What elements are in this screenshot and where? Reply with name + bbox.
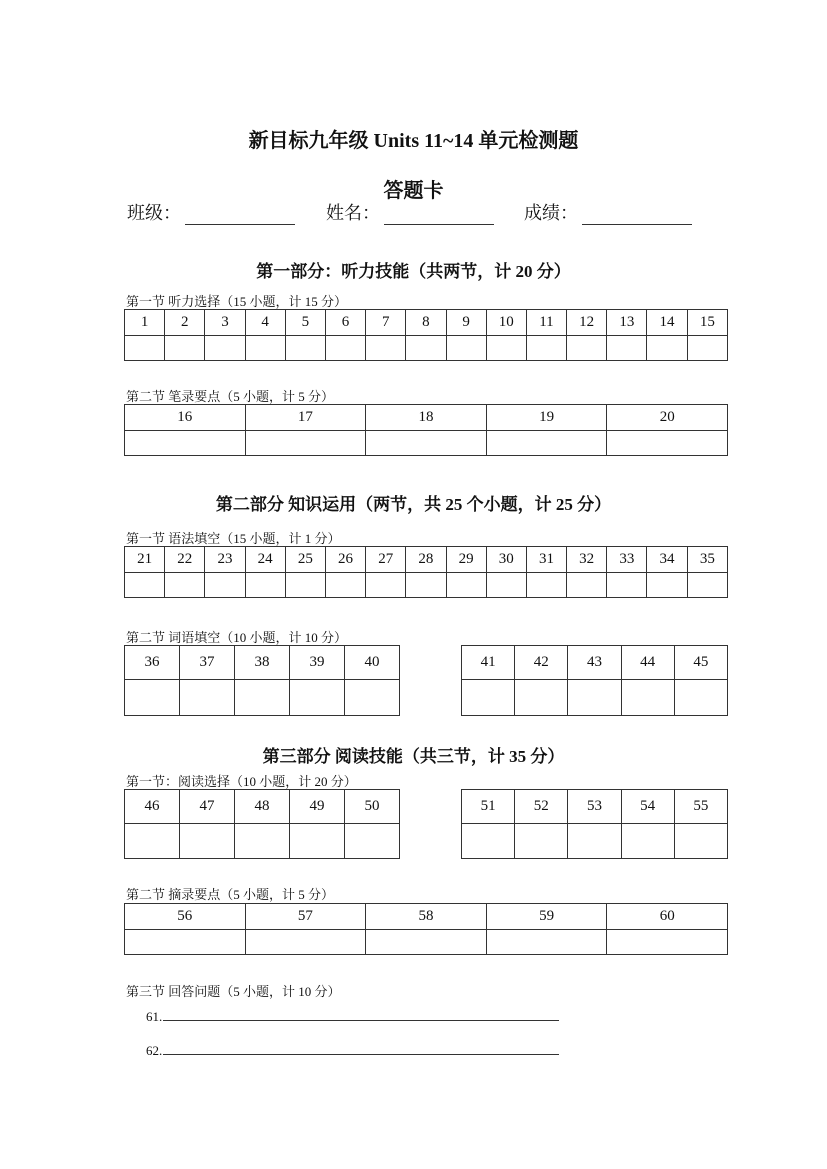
answer-cell[interactable] <box>366 431 487 456</box>
question-number-cell: 44 <box>621 646 674 680</box>
answer-cell[interactable] <box>235 824 290 859</box>
question-number-cell: 48 <box>235 790 290 824</box>
part2-sec1-label: 第一节 语法填空（15 小题，计 1 分） <box>126 531 341 546</box>
answer-cell[interactable] <box>568 680 621 716</box>
question-number-cell: 36 <box>125 646 180 680</box>
question-number-cell: 1 <box>125 310 165 336</box>
part2-sec1-grid <box>124 546 728 598</box>
question-number-cell: 42 <box>515 646 568 680</box>
question-number: 61. <box>146 1009 163 1024</box>
answer-cell[interactable] <box>687 573 727 598</box>
part3-sec1-label: 第一节：阅读选择（10 小题，计 20 分） <box>126 774 357 789</box>
question-number-cell: 5 <box>285 310 325 336</box>
question-number-cell: 16 <box>125 405 246 431</box>
answer-cell[interactable] <box>325 573 365 598</box>
answer-cell[interactable] <box>245 573 285 598</box>
answer-cell[interactable] <box>205 336 245 361</box>
question-number-cell: 38 <box>235 646 290 680</box>
answer-cell[interactable] <box>406 336 446 361</box>
question-number-cell: 49 <box>290 790 345 824</box>
answer-cell[interactable] <box>607 336 647 361</box>
answer-row <box>125 336 728 361</box>
answer-card-title: 答题卡 <box>383 180 444 202</box>
answer-cell[interactable] <box>486 573 526 598</box>
part1-sec1-grid <box>124 309 728 361</box>
answer-cell[interactable] <box>567 573 607 598</box>
question-number-cell: 2 <box>165 310 205 336</box>
answer-cell[interactable] <box>325 336 365 361</box>
question-number-cell: 46 <box>125 790 180 824</box>
answer-row <box>462 824 728 859</box>
answer-row <box>125 824 400 859</box>
question-number-cell: 35 <box>687 547 727 573</box>
answer-cell[interactable] <box>526 573 566 598</box>
answer-cell[interactable] <box>125 930 246 955</box>
part2-sec2-grid-left <box>124 645 400 716</box>
answer-cell[interactable] <box>568 824 621 859</box>
answer-cell[interactable] <box>345 680 400 716</box>
question-number-cell: 28 <box>406 547 446 573</box>
answer-cell[interactable] <box>621 824 674 859</box>
answer-cell[interactable] <box>366 336 406 361</box>
question-number-row <box>462 790 728 824</box>
answer-cell[interactable] <box>406 573 446 598</box>
question-number-cell: 6 <box>325 310 365 336</box>
answer-input[interactable] <box>163 1041 559 1055</box>
question-number-cell: 25 <box>285 547 325 573</box>
question-number-cell: 29 <box>446 547 486 573</box>
question-number-row <box>125 646 400 680</box>
part1-sec2-grid <box>124 404 728 456</box>
part1-sec2-label: 第二节 笔录要点（5 小题，计 5 分） <box>126 389 335 404</box>
question-number-cell: 57 <box>245 904 366 930</box>
question-number-cell: 21 <box>125 547 165 573</box>
question-number-cell: 32 <box>567 547 607 573</box>
answer-cell[interactable] <box>366 930 487 955</box>
class-field <box>127 199 295 225</box>
question-number-cell: 53 <box>568 790 621 824</box>
question-number-row <box>125 547 728 573</box>
answer-cell[interactable] <box>446 336 486 361</box>
question-number-cell: 40 <box>345 646 400 680</box>
question-number-cell: 24 <box>245 547 285 573</box>
answer-cell[interactable] <box>607 573 647 598</box>
question-number-cell: 7 <box>366 310 406 336</box>
question-number-cell: 52 <box>515 790 568 824</box>
answer-cell[interactable] <box>486 431 607 456</box>
name-label: 姓名： <box>326 203 380 224</box>
name-input[interactable] <box>384 206 494 225</box>
part3-sec2-label: 第二节 摘录要点（5 小题，计 5 分） <box>126 887 335 902</box>
answer-row <box>125 680 400 716</box>
answer-cell[interactable] <box>515 680 568 716</box>
question-number-cell: 37 <box>180 646 235 680</box>
question-number-cell: 10 <box>486 310 526 336</box>
question-number-cell: 22 <box>165 547 205 573</box>
answer-row <box>125 431 728 456</box>
question-number-cell: 19 <box>486 405 607 431</box>
question-number-cell: 3 <box>205 310 245 336</box>
class-input[interactable] <box>185 206 295 225</box>
question-number-cell: 8 <box>406 310 446 336</box>
question-number-cell: 30 <box>486 547 526 573</box>
question-number-row <box>125 405 728 431</box>
question-number-row <box>125 904 728 930</box>
score-field <box>524 199 692 225</box>
question-number-cell: 9 <box>446 310 486 336</box>
answer-row <box>462 680 728 716</box>
answer-cell[interactable] <box>245 431 366 456</box>
question-number-cell: 55 <box>674 790 727 824</box>
part2-title: 第二部分 知识运用（两节，共 25 个小题，计 25 分） <box>215 495 612 514</box>
answer-cell[interactable] <box>245 336 285 361</box>
score-label: 成绩： <box>524 203 578 224</box>
question-number-cell: 17 <box>245 405 366 431</box>
document-title: 新目标九年级 Units 11~14 单元检测题 <box>248 130 579 152</box>
question-number-row <box>462 646 728 680</box>
question-number-cell: 27 <box>366 547 406 573</box>
answer-cell[interactable] <box>345 824 400 859</box>
question-number-cell: 47 <box>180 790 235 824</box>
question-number-cell: 43 <box>568 646 621 680</box>
question-number-cell: 26 <box>325 547 365 573</box>
question-number-row <box>125 790 400 824</box>
answer-cell[interactable] <box>125 573 165 598</box>
question-number-cell: 12 <box>567 310 607 336</box>
answer-cell[interactable] <box>245 930 366 955</box>
part3-sec1-grid-right <box>461 789 728 859</box>
answer-cell[interactable] <box>285 573 325 598</box>
answer-cell[interactable] <box>647 573 687 598</box>
question-number-cell: 23 <box>205 547 245 573</box>
answer-cell[interactable] <box>235 680 290 716</box>
part3-sec2-grid <box>124 903 728 955</box>
part2-sec2-grid-right <box>461 645 728 716</box>
answer-cell[interactable] <box>462 824 515 859</box>
answer-cell[interactable] <box>205 573 245 598</box>
part1-sec1-label: 第一节 听力选择（15 小题，计 15 分） <box>126 294 348 309</box>
question-number-cell: 45 <box>674 646 727 680</box>
answer-cell[interactable] <box>366 573 406 598</box>
question-number-cell: 14 <box>647 310 687 336</box>
answer-line-62 <box>146 1041 559 1059</box>
question-number-cell: 50 <box>345 790 400 824</box>
answer-cell[interactable] <box>290 824 345 859</box>
part1-title: 第一部分：听力技能（共两节，计 20 分） <box>256 262 571 281</box>
question-number-cell: 60 <box>607 904 728 930</box>
answer-input[interactable] <box>163 1007 559 1021</box>
answer-cell[interactable] <box>515 824 568 859</box>
answer-cell[interactable] <box>486 930 607 955</box>
question-number-cell: 51 <box>462 790 515 824</box>
question-number-row <box>125 310 728 336</box>
answer-cell[interactable] <box>165 336 205 361</box>
answer-cell[interactable] <box>486 336 526 361</box>
answer-cell[interactable] <box>165 573 205 598</box>
question-number-cell: 18 <box>366 405 487 431</box>
answer-cell[interactable] <box>621 680 674 716</box>
answer-row <box>125 573 728 598</box>
part3-title: 第三部分 阅读技能（共三节，计 35 分） <box>262 747 565 766</box>
question-number-cell: 59 <box>486 904 607 930</box>
answer-cell[interactable] <box>180 824 235 859</box>
question-number-cell: 34 <box>647 547 687 573</box>
answer-cell[interactable] <box>567 336 607 361</box>
answer-cell[interactable] <box>285 336 325 361</box>
question-number-cell: 56 <box>125 904 246 930</box>
question-number-cell: 4 <box>245 310 285 336</box>
question-number-cell: 13 <box>607 310 647 336</box>
answer-cell[interactable] <box>687 336 727 361</box>
score-input[interactable] <box>582 206 692 225</box>
part3-sec1-grid-left <box>124 789 400 859</box>
answer-cell[interactable] <box>446 573 486 598</box>
answer-cell[interactable] <box>180 680 235 716</box>
answer-row <box>125 930 728 955</box>
answer-cell[interactable] <box>125 431 246 456</box>
question-number-cell: 31 <box>526 547 566 573</box>
answer-cell[interactable] <box>674 680 727 716</box>
question-number-cell: 15 <box>687 310 727 336</box>
question-number-cell: 33 <box>607 547 647 573</box>
answer-cell[interactable] <box>125 680 180 716</box>
question-number-cell: 58 <box>366 904 487 930</box>
question-number: 62. <box>146 1043 163 1058</box>
answer-cell[interactable] <box>607 431 728 456</box>
class-label: 班级： <box>127 203 181 224</box>
answer-cell[interactable] <box>647 336 687 361</box>
part3-sec3-label: 第三节 回答问题（5 小题，计 10 分） <box>126 984 341 999</box>
question-number-cell: 20 <box>607 405 728 431</box>
part2-sec2-label: 第二节 词语填空（10 小题，计 10 分） <box>126 630 348 645</box>
answer-cell[interactable] <box>674 824 727 859</box>
answer-cell[interactable] <box>526 336 566 361</box>
name-field <box>326 199 494 225</box>
question-number-cell: 39 <box>290 646 345 680</box>
answer-cell[interactable] <box>462 680 515 716</box>
answer-cell[interactable] <box>125 336 165 361</box>
answer-cell[interactable] <box>607 930 728 955</box>
answer-cell[interactable] <box>125 824 180 859</box>
question-number-cell: 11 <box>526 310 566 336</box>
answer-cell[interactable] <box>290 680 345 716</box>
question-number-cell: 54 <box>621 790 674 824</box>
question-number-cell: 41 <box>462 646 515 680</box>
answer-line-61 <box>146 1007 559 1025</box>
